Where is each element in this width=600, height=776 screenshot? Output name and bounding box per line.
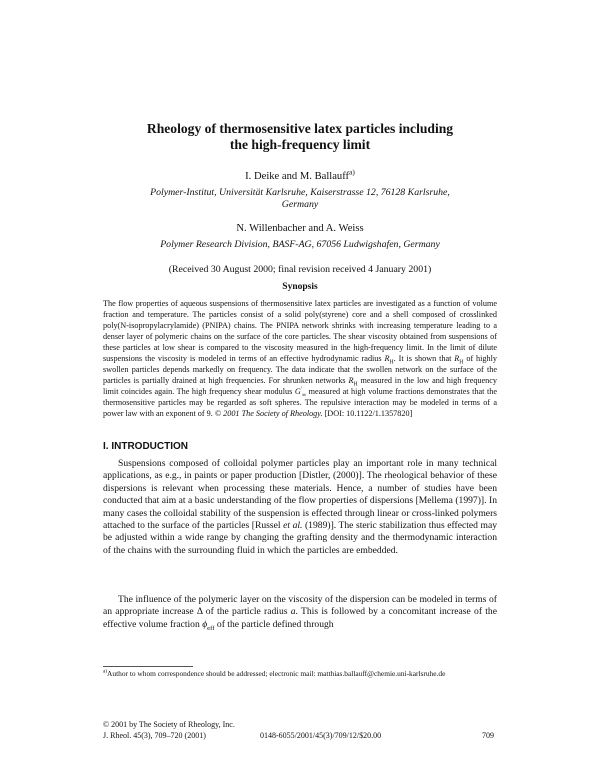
symbol-rh-sub: H (389, 359, 394, 366)
title-line-2: the high-frequency limit (229, 137, 371, 152)
affiliation-1-line-1: Polymer-Institut, Universität Karlsruhe, Kaiserstrasse 12, 76128 Karlsruhe, (150, 187, 450, 198)
affiliation-1-line-2: Germany (281, 199, 319, 210)
intro-paragraph-2 (103, 594, 497, 631)
paper-title (60, 121, 540, 153)
abstract-text-5: measured at high volume fractions demonstrates that the thermosensitive particles may be regarded as soft spheres. The repulsive interaction may be modeled in terms of a power law with an exponent of 9. (103, 387, 497, 419)
footnote (103, 669, 497, 679)
abstract-text-2: . It is shown that (393, 354, 455, 364)
symbol-g-sub: ∞ (302, 393, 307, 400)
footer-citation: J. Rheol. 45(3), 709–720 (2001) (103, 731, 206, 740)
symbol-rh-sub: H (353, 381, 358, 388)
abstract-text-3: of highly swollen particles depends markedly on frequency. The data indicate that the swollen network on the surface of the particles is partially drained at high frequencies. For shrunken networks (103, 354, 497, 386)
footnote-rule (103, 666, 193, 667)
symbol-rh: R (348, 376, 354, 386)
symbol-g: G (294, 387, 301, 397)
page-number: 709 (482, 731, 494, 740)
footer-issn: 0148-6055/2001/45(3)/709/12/$20.00 (260, 731, 382, 740)
author-footnote-marker: a) (349, 167, 355, 177)
authors-group-1 (60, 167, 540, 183)
symbol-phi-sub: eff (207, 624, 215, 632)
affiliation-2: Polymer Research Division, BASF-AG, 67056 Ludwigshafen, Germany (160, 239, 440, 250)
abstract-copyright: © 2001 The Society of Rheology. (214, 409, 323, 419)
symbol-phi: ϕ (202, 618, 208, 630)
intro-text-2c: of the particle defined through (214, 618, 334, 630)
abstract-text-1: The flow properties of aqueous suspensions of thermosensitive latex particles are investigated as a function of volume fraction and temperature. The particles consist of a solid poly(styrene) core and a shell composed of crosslinked poly(N-isopropylacrylamide) (PNIPA) chains. The PNIPA network shrinks with increasing temperature leading to a denser layer of polymeric chains on the surface of the core particles. The shear viscosity obtained from suspensions of these particles at low shear is compared to the viscosity measured in the high-frequency limit. In the limit of dilute suspensions the viscosity is modeled in terms of an effective hydrodynamic radius (103, 299, 497, 364)
footnote-marker: a) (103, 668, 108, 675)
intro-paragraph-1 (103, 458, 497, 557)
intro-text-2a: The influence of the polymeric layer on the viscosity of the dispersion can be modeled in terms of an appropriate increase Δ of the particle radius (103, 594, 497, 618)
intro-etal: et al. (283, 520, 303, 532)
intro-text-2b: . This is followed by a concomitant increase of the effective volume fraction (103, 606, 497, 630)
intro-text-1b: (1989)]. The steric stabilization thus effected may be adjusted within a wide range by changing the grafting density and the thermodynamic interaction of the chains with the surrounding fluid in which the particles are embedded. (103, 520, 498, 556)
symbol-rh-sub: H (459, 359, 464, 366)
synopsis-heading: Synopsis (282, 282, 318, 292)
doi: [DOI: 10.1122/1.1357820] (322, 409, 413, 419)
symbol-g-sup: ′ (300, 386, 303, 393)
authors-1: I. Deike and M. Ballauff (245, 171, 350, 182)
abstract-text-4: measured in the low and high frequency limit coincides again. The high frequency shear modulus (103, 376, 497, 397)
affiliation-1 (60, 187, 540, 211)
intro-text-1a: Suspensions composed of colloidal polymer particles play an important role in many technical applications, as e.g., in paints or paper production [Distler, (2000)]. The rheological behavior of these dispersions is relevant when processing these materials. Hence, a number of studies have been conducted that aim at a basic understanding of the flow properties of dispersions [Mellema (1997)]. In many cases the colloidal stability of the suspension is effected through linear or cross-linked polymers attached to the surface of the particles [Russel (103, 458, 497, 532)
section-heading-introduction: I. INTRODUCTION (103, 441, 188, 452)
symbol-rh: R (384, 354, 390, 364)
footer-copyright: © 2001 by The Society of Rheology, Inc. (103, 720, 235, 729)
received-dates: (Received 30 August 2000; final revision received 4 January 2001) (168, 264, 432, 275)
title-line-1: Rheology of thermosensitive latex particles including (146, 121, 454, 136)
footnote-text: Author to whom correspondence should be addressed; electronic mail: matthias.ballauff@chemie.uni-karlsruhe.de (107, 669, 446, 678)
abstract (103, 298, 497, 420)
symbol-a: a (290, 606, 296, 618)
authors-group-2: N. Willenbacher and A. Weiss (236, 223, 364, 234)
symbol-rh: R (454, 354, 460, 364)
